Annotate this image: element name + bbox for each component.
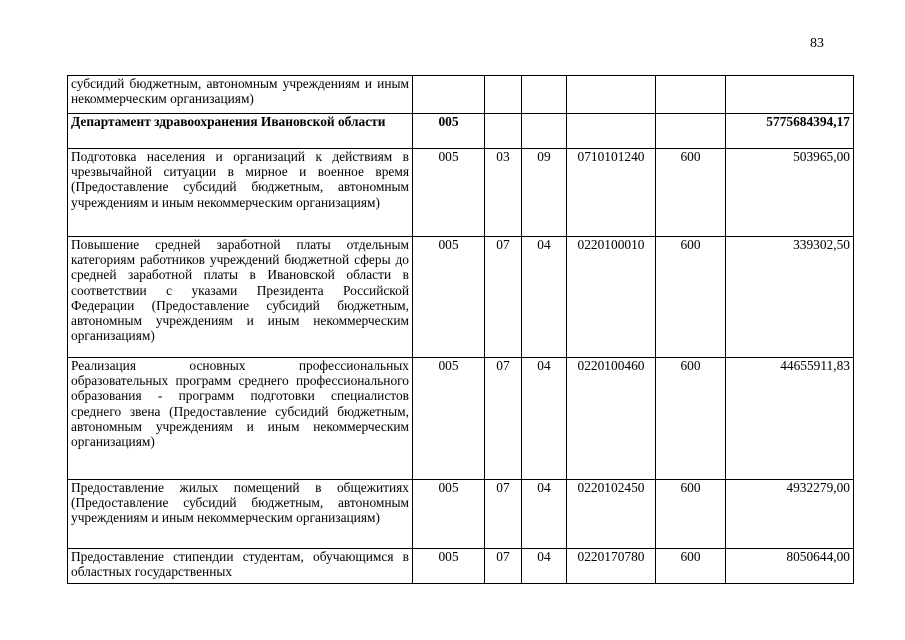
subsection-code-cell [522, 114, 567, 149]
subsection-code-cell: 04 [522, 237, 567, 358]
section-code-cell [485, 76, 522, 114]
ministry-code-cell [413, 76, 485, 114]
section-code-cell [485, 114, 522, 149]
expense-type-cell [656, 114, 726, 149]
table-row [68, 549, 854, 584]
table-row [68, 358, 854, 480]
table-row [68, 149, 854, 237]
subsection-code-cell: 09 [522, 149, 567, 237]
row-name-cell: Предоставление жилых помещений в общежитиях (Предоставление субсидий бюджетным, автономным учреждениям и иным некоммерческим организациям) [68, 480, 413, 549]
row-name-cell: Предоставление стипендии студентам, обучающимся в областных государственных [68, 549, 413, 584]
section-code-cell: 07 [485, 358, 522, 480]
section-code-cell: 03 [485, 149, 522, 237]
ministry-code-cell: 005 [413, 480, 485, 549]
expense-type-cell: 600 [656, 480, 726, 549]
amount-cell: 4932279,00 [726, 480, 854, 549]
row-name-cell: Подготовка населения и организаций к действиям в чрезвычайной ситуации в мирное и военное время (Предоставление субсидий бюджетным, автономным учреждениям и иным некоммерческим организациям) [68, 149, 413, 237]
budget-table [67, 75, 854, 584]
section-code-cell: 07 [485, 237, 522, 358]
target-code-cell: 0710101240 [567, 149, 656, 237]
ministry-code-cell: 005 [413, 237, 485, 358]
ministry-code-cell: 005 [413, 149, 485, 237]
amount-cell: 44655911,83 [726, 358, 854, 480]
expense-type-cell: 600 [656, 358, 726, 480]
ministry-code-cell: 005 [413, 549, 485, 584]
target-code-cell: 0220100460 [567, 358, 656, 480]
amount-cell [726, 76, 854, 114]
subsection-code-cell: 04 [522, 549, 567, 584]
row-name-cell: Реализация основных профессиональных образовательных программ среднего профессионального образования - программ подготовки специалистов среднего звена (Предоставление субсидий бюджетным, автономным учреждениям и иным некоммерческим организациям) [68, 358, 413, 480]
target-code-cell: 0220100010 [567, 237, 656, 358]
section-code-cell: 07 [485, 549, 522, 584]
expense-type-cell: 600 [656, 237, 726, 358]
ministry-code-cell: 005 [413, 358, 485, 480]
table-row [68, 480, 854, 549]
amount-cell: 503965,00 [726, 149, 854, 237]
table-row [68, 76, 854, 114]
row-name-cell: Департамент здравоохранения Ивановской области [68, 114, 413, 149]
subsection-code-cell: 04 [522, 480, 567, 549]
subsection-code-cell: 04 [522, 358, 567, 480]
amount-cell: 8050644,00 [726, 549, 854, 584]
table-row [68, 237, 854, 358]
target-code-cell: 0220170780 [567, 549, 656, 584]
target-code-cell: 0220102450 [567, 480, 656, 549]
amount-cell: 339302,50 [726, 237, 854, 358]
subsection-code-cell [522, 76, 567, 114]
table-row [68, 114, 854, 149]
expense-type-cell [656, 76, 726, 114]
ministry-code-cell: 005 [413, 114, 485, 149]
target-code-cell [567, 76, 656, 114]
expense-type-cell: 600 [656, 549, 726, 584]
target-code-cell [567, 114, 656, 149]
section-code-cell: 07 [485, 480, 522, 549]
amount-cell: 5775684394,17 [726, 114, 854, 149]
row-name-cell: субсидий бюджетным, автономным учреждениям и иным некоммерческим организациям) [68, 76, 413, 114]
row-name-cell: Повышение средней заработной платы отдельным категориям работников учреждений бюджетной сферы до средней заработной платы в Ивановской области в соответствии с указами Президента Российской Федерации (Предоставление субсидий бюджетным, автономным учреждениям и иным некоммерческим организациям) [68, 237, 413, 358]
page-number: 83 [810, 36, 824, 51]
expense-type-cell: 600 [656, 149, 726, 237]
